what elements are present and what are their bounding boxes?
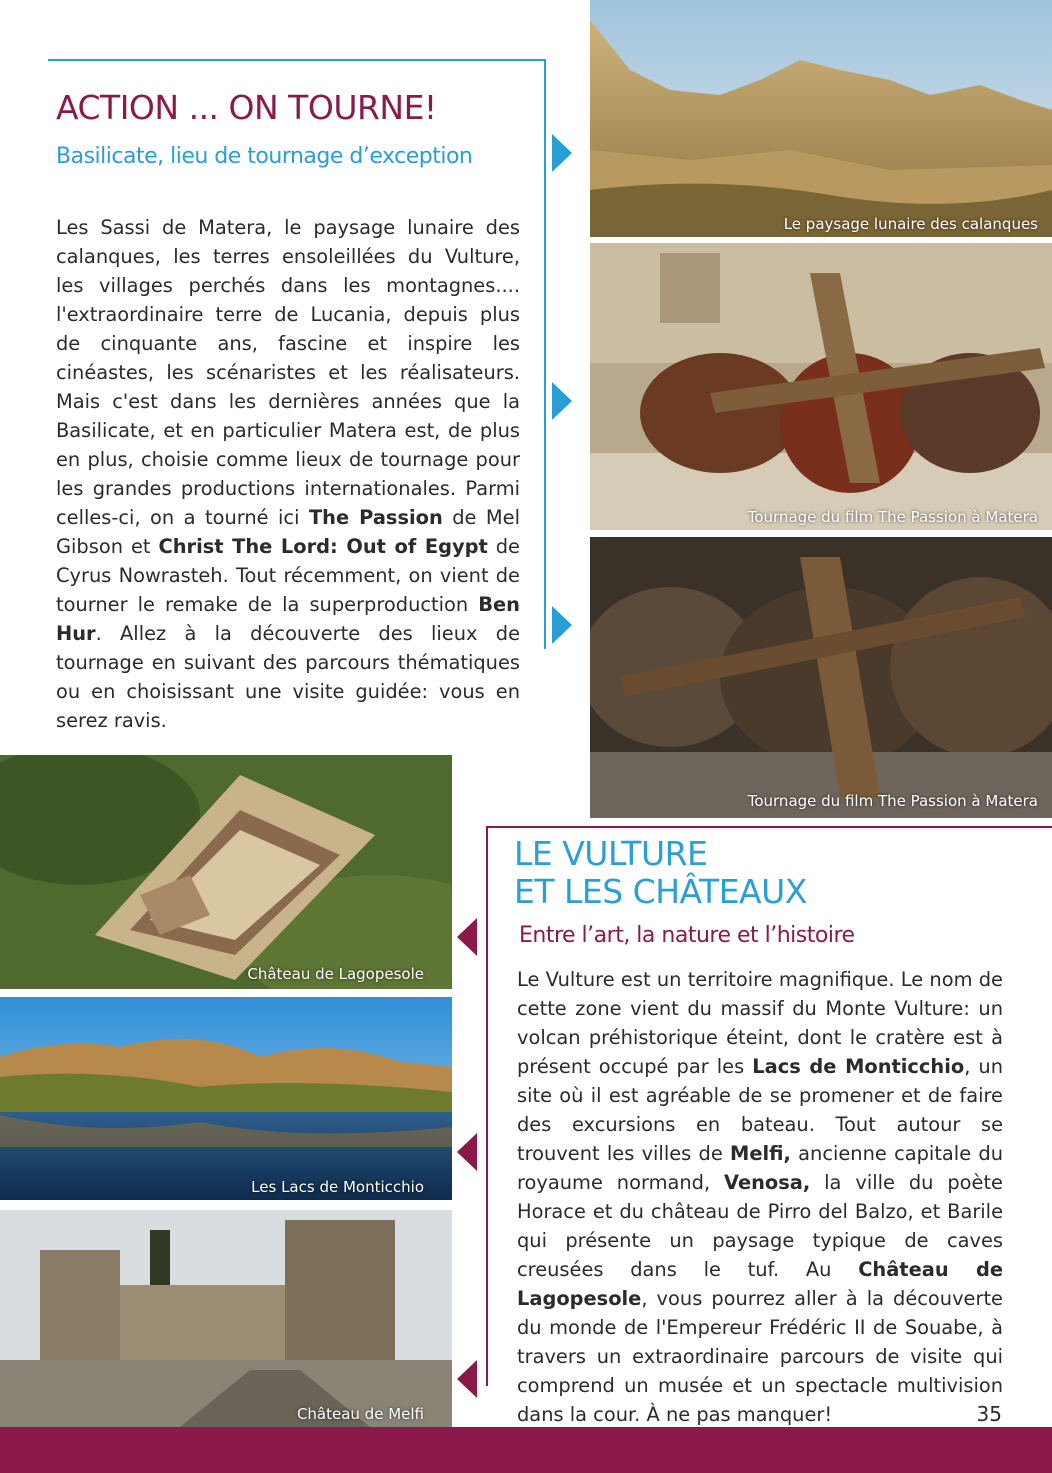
caption-melfi: Château de Melfi [296, 1405, 424, 1423]
body-text-run: , un site où il est agréable de se promener et de faire des excursions en bateau. Tout autour se trouvent les villes de [517, 1055, 1003, 1165]
footer-bar [0, 1427, 1052, 1473]
bold-text: Château de Lagopesole [517, 1258, 1003, 1310]
body-text-run: Le Vulture est un territoire magnifique. Le nom de cette zone vient du massif du Monte Vulture: un volcan préhistorique éteint, dont le cratère est à présent occupé par les [517, 968, 1003, 1078]
bold-text: Lacs de Monticchio [752, 1055, 965, 1078]
arrow-left-icon [457, 1133, 477, 1171]
photo-calanques [590, 0, 1052, 237]
bold-text: Venosa, [724, 1171, 811, 1194]
arrow-right-icon [552, 606, 572, 644]
photo-monticchio [0, 997, 452, 1200]
photo-melfi [0, 1210, 452, 1427]
bold-text: The Passion [308, 506, 443, 529]
caption-calanques: Le paysage lunaire des calanques [783, 215, 1038, 233]
arrow-right-icon [552, 134, 572, 172]
body-text-run: de Mel Gibson et [56, 506, 520, 558]
body-text-run: ancienne capitale du royaume normand, [517, 1142, 1003, 1194]
photo-passion-2 [590, 537, 1052, 818]
section1-title: ACTION ... ON TOURNE! [56, 88, 437, 127]
bold-text: Ben Hur [56, 593, 520, 645]
bold-text: Christ The Lord: Out of Egypt [158, 535, 488, 558]
section1-frame-top [48, 59, 546, 61]
bold-text: Melfi, [730, 1142, 791, 1165]
caption-passion-1: Tournage du film The Passion à Matera [747, 508, 1038, 526]
caption-monticchio: Les Lacs de Monticchio [251, 1178, 424, 1196]
section2-frame-left [486, 826, 488, 1386]
arrow-left-icon [457, 1360, 477, 1398]
section2-body [517, 965, 1003, 1429]
page-number: 35 [976, 1402, 1002, 1426]
section2-frame-top [486, 826, 1052, 828]
section1-frame-right [544, 59, 546, 649]
caption-lagopesole: Château de Lagopesole [247, 965, 424, 983]
section2-subtitle: Entre l’art, la nature et l’histoire [519, 923, 855, 948]
caption-passion-2: Tournage du film The Passion à Matera [747, 792, 1038, 810]
body-text-run: de Cyrus Nowrasteh. Tout récemment, on vient de tourner le remake de la superproduction [56, 535, 520, 616]
section1-subtitle: Basilicate, lieu de tournage d’exception [56, 144, 473, 169]
body-text-run: Les Sassi de Matera, le paysage lunaire des calanques, les terres ensoleillées du Vulture, les villages perchés dans les montagnes.... l'extraordinaire terre de Lucania, depuis plus de cinquante ans, fascine et inspire les cinéastes, les scénaristes et les réalisateurs. Mais c'est dans les dernières années que la Basilicate, et en particulier Matera est, de plus en plus, choisie comme lieux de tournage pour les grandes productions internationales. Parmi celles-ci, on a tourné ici [56, 216, 520, 529]
section1-body [56, 213, 520, 735]
body-text-run: la ville du poète Horace et du château de Pirro del Balzo, et Barile qui présente un paysage typique de caves creusées dans le tuf. Au [517, 1171, 1003, 1281]
section2-title-line2: ET LES CHÂTEAUX [514, 872, 807, 911]
arrow-left-icon [457, 918, 477, 956]
body-text-run: , vous pourrez aller à la découverte du monde de l'Empereur Frédéric II de Souabe, à travers un extraordinaire parcours de visite qui comprend un musée et un spectacle multivision dans la cour. À ne pas manquer! [517, 1287, 1003, 1426]
photo-passion-1 [590, 243, 1052, 530]
body-text-run: . Allez à la découverte des lieux de tournage en suivant des parcours thématiques ou en choisissant une visite guidée: vous en serez ravis. [56, 622, 520, 732]
section2-title-line1: LE VULTURE [514, 834, 708, 873]
photo-lagopesole [0, 755, 452, 989]
arrow-right-icon [552, 382, 572, 420]
